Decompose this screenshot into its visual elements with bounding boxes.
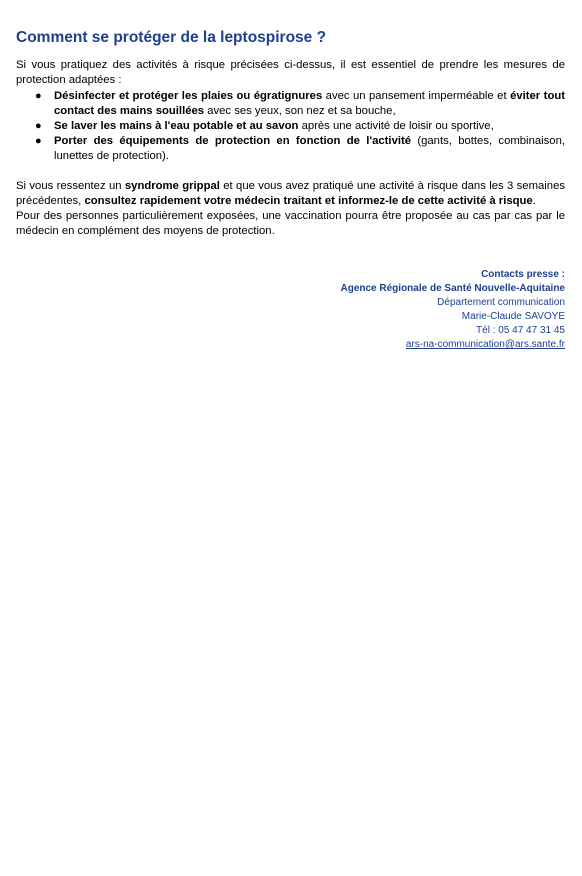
contacts-phone: Tél : 05 47 47 31 45 — [476, 325, 565, 336]
spacer — [16, 164, 565, 179]
bullet-icon: ● — [35, 135, 42, 147]
bold-text: Se laver les mains à l'eau potable et au savon — [54, 120, 299, 132]
list-item — [16, 89, 565, 119]
text: . — [532, 195, 536, 207]
symptoms-paragraph — [16, 179, 565, 209]
press-contacts — [341, 268, 566, 352]
contacts-department: Département communication — [437, 297, 565, 308]
list-item — [16, 134, 565, 164]
text: (gants, bottes, combinaison, lunettes de protection). — [54, 135, 565, 162]
contacts-title: Contacts presse : — [481, 269, 565, 280]
document-body — [16, 28, 565, 239]
text: après une activité de loisir ou sportive, — [298, 120, 494, 132]
text: et que vous avez pratiqué une activité à risque dans les 3 semaines précédentes, — [16, 180, 565, 207]
bold-text: consultez rapidement votre médecin traitant et informez-le de cette activité à risque — [84, 195, 533, 207]
contacts-email-link[interactable]: ars-na-communication@ars.sante.fr — [405, 339, 565, 350]
section-heading: Comment se protéger de la leptospirose ? — [16, 29, 327, 46]
bullet-icon: ● — [35, 90, 42, 102]
contacts-person: Marie-Claude SAVOYE — [461, 311, 565, 322]
bold-text: éviter tout contact des mains souillées — [54, 90, 566, 117]
bullet-icon: ● — [35, 120, 42, 132]
text: avec un pansement imperméable et — [322, 90, 511, 102]
text: Si vous ressentez un — [16, 180, 125, 192]
list-item — [16, 119, 565, 134]
intro-paragraph: Si vous pratiquez des activités à risque précisées ci-dessus, il est essentiel de prendre les mesures de protection adaptées : — [16, 59, 565, 86]
vaccination-paragraph: Pour des personnes particulièrement exposées, une vaccination pourra être proposée au cas par cas par le médecin en complément des moyens de protection. — [16, 210, 565, 237]
protection-measures-list — [16, 89, 565, 164]
bold-text: syndrome grippal — [124, 180, 220, 192]
contacts-agency: Agence Régionale de Santé Nouvelle-Aquitaine — [340, 283, 565, 294]
bold-text: Porter des équipements de protection en fonction de l'activité — [54, 135, 412, 147]
text: avec ses yeux, son nez et sa bouche, — [204, 105, 396, 117]
bold-text: Désinfecter et protéger les plaies ou égratignures — [54, 90, 323, 102]
